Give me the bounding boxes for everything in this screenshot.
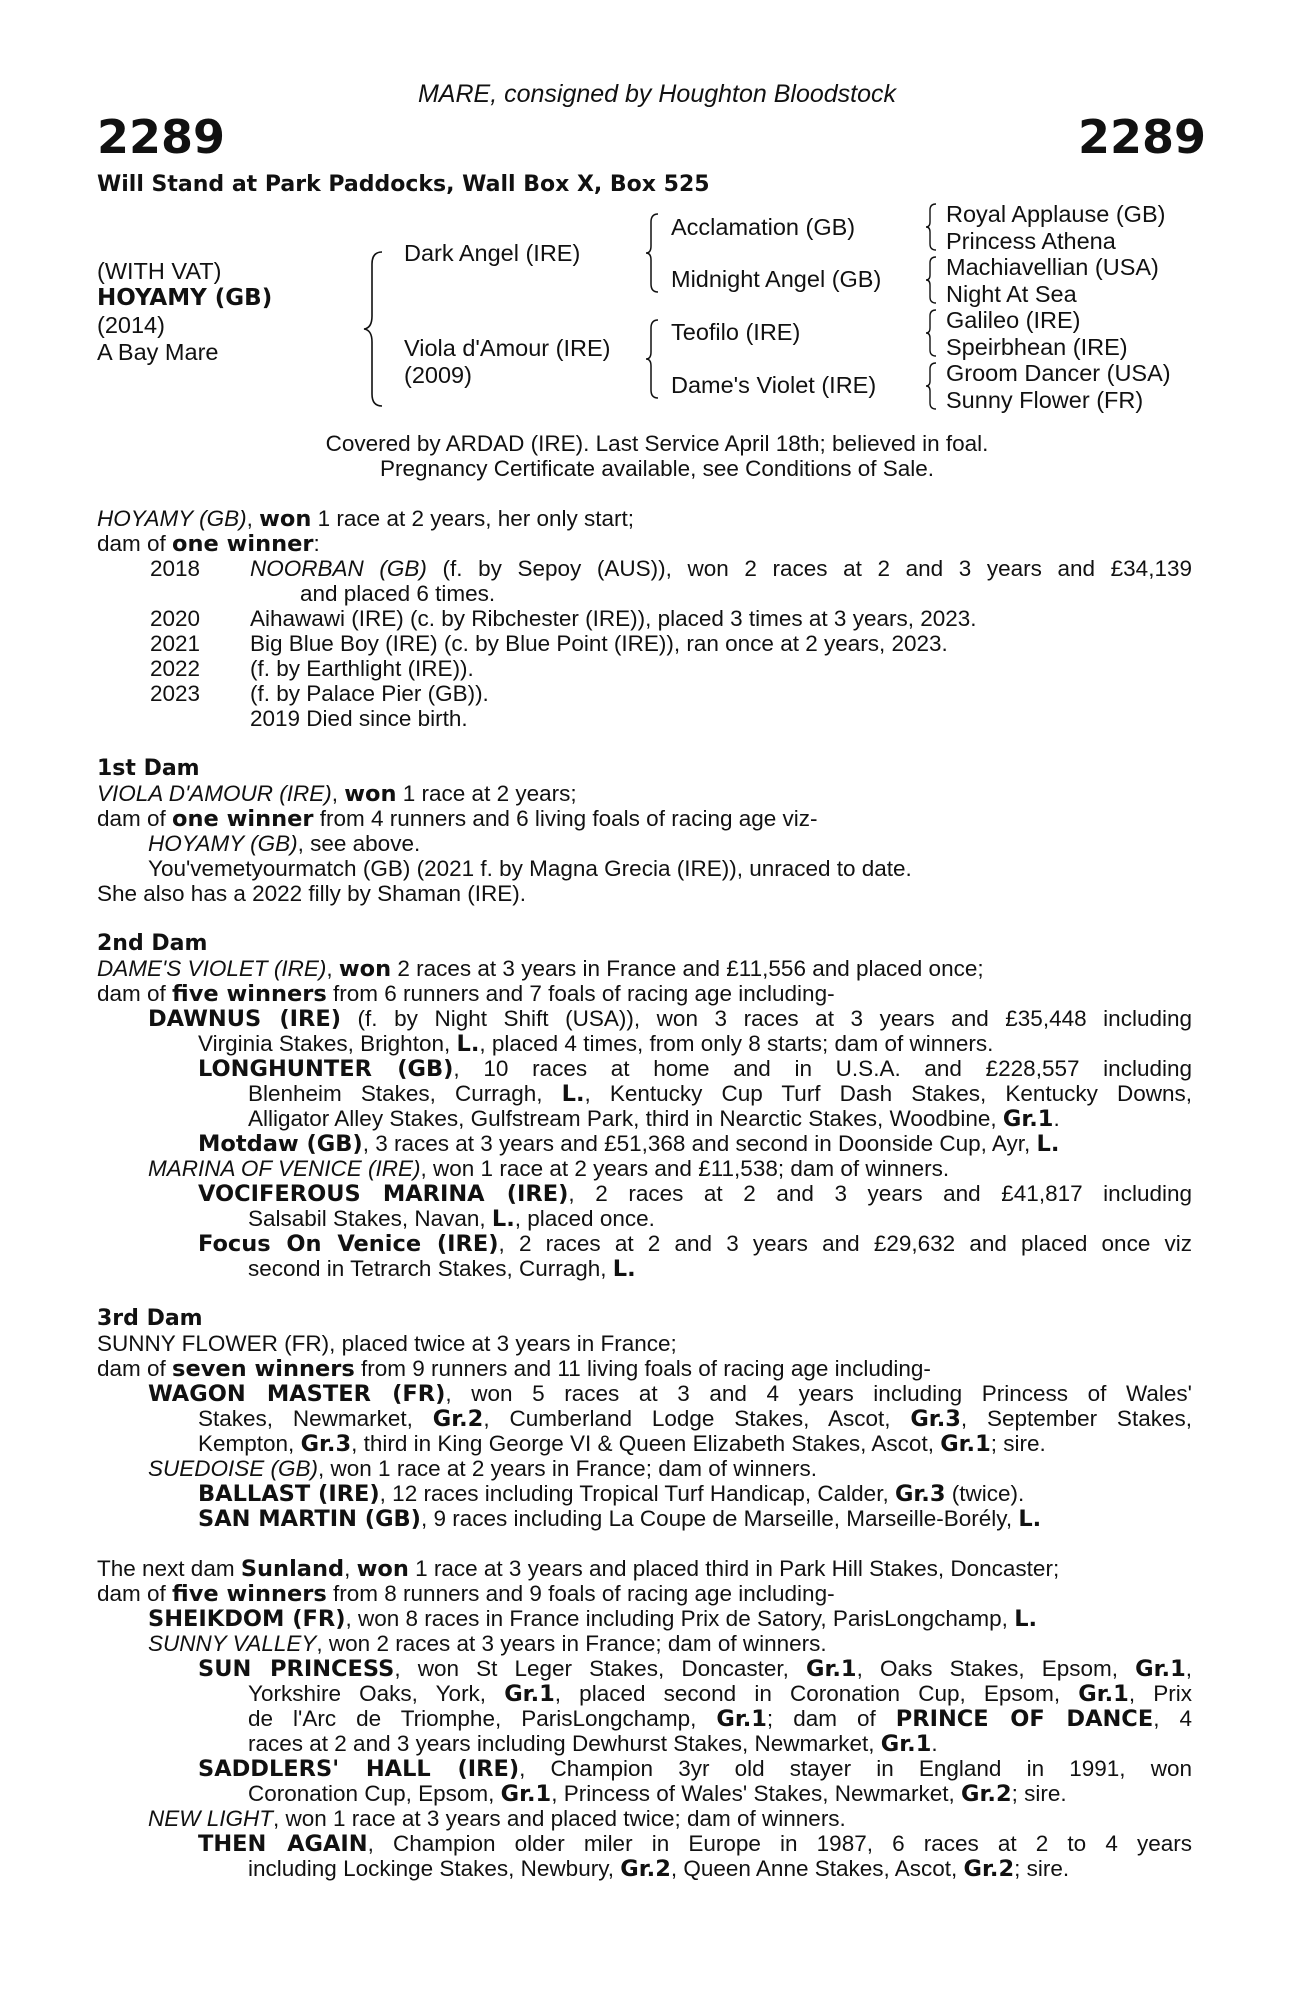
progeny-name: SUN PRINCESS: [198, 1656, 395, 1682]
pedigree-brace-main: [362, 250, 386, 408]
sire-name: Dark Angel (IRE): [404, 240, 581, 266]
progeny-name: Focus On Venice (IRE): [198, 1231, 499, 1257]
progeny-item: Big Blue Boy (IRE) (c. by Blue Point (IRE)), ran once at 2 years, 2023.: [250, 631, 948, 656]
horse-description: A Bay Mare: [97, 339, 219, 365]
dam3-line-1: SUNNY FLOWER (FR), placed twice at 3 years in France;: [97, 1331, 677, 1356]
record-line-1: HOYAMY (GB), won 1 race at 2 years, her only start;: [97, 506, 635, 532]
pedigree-brace-4b: [924, 255, 938, 305]
sds-name: Machiavellian (USA): [946, 254, 1159, 280]
progeny-text: (f. by Night Shift (USA)), won 3 races at 3 years and £35,448 including: [340, 1006, 1192, 1031]
progeny-text: second in Tetrarch Stakes, Curragh,: [248, 1256, 613, 1281]
progeny-name: Motdaw (GB): [198, 1131, 363, 1157]
dds-name: Groom Dancer (USA): [946, 360, 1171, 386]
progeny-text: Yorkshire Oaks, York,: [248, 1681, 505, 1706]
listed-mark: L.: [561, 1081, 585, 1107]
progeny-cont: races at 2 and 3 years including Dewhurst Stakes, Newmarket, Gr.1.: [248, 1731, 938, 1757]
dam-of: dam of: [97, 1581, 173, 1606]
pedigree-brace-4a: [924, 202, 938, 252]
dam1-line-4: You'vemetyourmatch (GB) (2021 f. by Magna Grecia (IRE)), unraced to date.: [148, 856, 912, 881]
group-mark: Gr.1: [1002, 1106, 1054, 1132]
group-mark: Gr.3: [300, 1431, 352, 1457]
progeny-text: , 2 races at 2 and 3 years and £41,817 including: [568, 1181, 1192, 1206]
died-note: 2019 Died since birth.: [250, 706, 468, 731]
dam-dam: Dame's Violet (IRE): [671, 372, 877, 398]
group-mark: Gr.1: [1135, 1656, 1186, 1682]
colon: :: [313, 531, 320, 556]
progeny-text: , 3 races at 3 years and £51,368 and second in Doonside Cup, Ayr,: [362, 1131, 1037, 1156]
progeny-text: , won St Leger Stakes, Doncaster,: [394, 1656, 807, 1681]
progeny-entry: [198, 1181, 1192, 1208]
winner-count: five winners: [172, 981, 327, 1007]
progeny-text: , Princess of Wales' Stakes, Newmarket,: [551, 1781, 962, 1806]
progeny-text: including Lockinge Stakes, Newbury,: [248, 1856, 621, 1881]
listed-mark: L.: [491, 1206, 515, 1232]
progeny-entry: [148, 1381, 1192, 1408]
dam1-text: from 4 runners and 6 living foals of racing age viz-: [313, 806, 818, 831]
next-dam-name: Sunland: [240, 1556, 345, 1582]
progeny-cont: [248, 1856, 1069, 1883]
won-label: won: [259, 506, 312, 532]
sss-name: Royal Applause (GB): [946, 201, 1166, 227]
progeny-text: ; sire.: [990, 1431, 1046, 1456]
dam2-line-2: [97, 981, 835, 1008]
progeny-text: , won 2 races at 3 years in France; dam of winners.: [316, 1631, 827, 1656]
section-heading: 3rd Dam: [97, 1306, 203, 1331]
dam1-line-1: VIOLA D'AMOUR (IRE), won 1 race at 2 years;: [97, 781, 577, 807]
progeny-cont: [248, 1081, 1192, 1108]
progeny-entry: [198, 1056, 1192, 1083]
next-line-2: [97, 1581, 835, 1608]
record-horse-name: HOYAMY (GB): [97, 506, 247, 531]
dam1-line-2: [97, 806, 818, 833]
listed-mark: L.: [612, 1256, 636, 1282]
progeny-entry: [148, 1156, 949, 1182]
progeny-cont: and placed 6 times.: [300, 581, 496, 606]
group-mark: Gr.1: [716, 1706, 767, 1732]
progeny-text: , Champion older miler in Europe in 1987, 6 races at 2 to 4 years: [367, 1831, 1192, 1856]
vat-note: (WITH VAT): [97, 258, 222, 284]
progeny-text: , placed once.: [514, 1206, 655, 1231]
progeny-text: (f. by Sepoy (AUS)), won 2 races at 2 and 3 years and £34,139: [426, 556, 1192, 581]
progeny-name: WAGON MASTER (FR): [148, 1381, 446, 1407]
progeny-text: races at 2 and 3 years including Dewhurst Stakes, Newmarket,: [248, 1731, 881, 1756]
progeny-name: DAWNUS (IRE): [148, 1006, 341, 1032]
progeny-text: Blenheim Stakes, Curragh,: [248, 1081, 562, 1106]
dam1-name: VIOLA D'AMOUR (IRE): [97, 781, 332, 806]
dam-of: dam of: [97, 806, 173, 831]
progeny-cont: [248, 1681, 1192, 1708]
progeny-text: , Kentucky Cup Turf Dash Stakes, Kentucky Downs,: [584, 1081, 1192, 1106]
winner-count: five winners: [172, 1581, 327, 1607]
stand-location: Will Stand at Park Paddocks, Wall Box X, Box 525: [97, 172, 710, 197]
progeny-name: SHEIKDOM (FR): [148, 1606, 346, 1632]
progeny-text: , 9 races including La Coupe de Marseille, Marseille-Borély,: [420, 1506, 1019, 1531]
consignment-line: MARE, consigned by Houghton Bloodstock: [417, 80, 897, 108]
group-mark: Gr.1: [504, 1681, 555, 1707]
progeny-cont: [248, 1206, 655, 1233]
progeny-text: ; dam of: [766, 1706, 896, 1731]
progeny-text: ; sire.: [1014, 1856, 1070, 1881]
progeny-text: , Champion 3yr old stayer in England in 1991, won: [519, 1756, 1192, 1781]
group-mark: Gr.2: [963, 1856, 1015, 1882]
group-mark: Gr.1: [880, 1731, 932, 1757]
progeny-name: VOCIFEROUS MARINA (IRE): [198, 1181, 569, 1207]
dam2-text: from 6 runners and 7 foals of racing age including-: [326, 981, 835, 1006]
progeny-text: , placed second in Coronation Cup, Epsom,: [554, 1681, 1079, 1706]
progeny-item: (f. by Earthlight (IRE)).: [250, 656, 474, 681]
pedigree-brace-dam: [644, 318, 660, 400]
progeny-cont: [198, 1431, 1046, 1458]
progeny-text: , 12 races including Tropical Turf Handicap, Calder,: [379, 1481, 895, 1506]
progeny-entry: [198, 1756, 1192, 1783]
pedigree-brace-4c: [924, 308, 938, 358]
winner-count: one winner: [172, 806, 314, 832]
progeny-text: , Queen Anne Stakes, Ascot,: [670, 1856, 964, 1881]
progeny-text: , Oaks Stakes, Epsom,: [856, 1656, 1136, 1681]
progeny-cont: [248, 1706, 1192, 1733]
sdd-name: Night At Sea: [946, 281, 1077, 307]
dam2-name: DAME'S VIOLET (IRE): [97, 956, 327, 981]
dam2-line-1: DAME'S VIOLET (IRE), won 2 races at 3 years in France and £11,556 and placed once;: [97, 956, 984, 982]
progeny-year: 2021: [150, 631, 201, 656]
progeny-item: [250, 556, 1192, 582]
progeny-name: SUEDOISE (GB): [148, 1456, 319, 1481]
progeny-text: , won 1 race at 2 years and £11,538; dam of winners.: [420, 1156, 950, 1181]
listed-mark: L.: [1018, 1506, 1042, 1532]
progeny-cont: [248, 1256, 636, 1283]
progeny-text: Virginia Stakes, Brighton,: [198, 1031, 457, 1056]
next-text: 1 race at 3 years and placed third in Park Hill Stakes, Doncaster;: [408, 1556, 1060, 1581]
progeny-text: , won 5 races at 3 and 4 years including Princess of Wales': [445, 1381, 1192, 1406]
lot-number-right: 2289: [1077, 110, 1206, 164]
punct: .: [1053, 1106, 1060, 1131]
progeny-text: , won 8 races in France including Prix de Satory, ParisLongchamp,: [345, 1606, 1015, 1631]
progeny-entry: [198, 1481, 1024, 1508]
progeny-text: ; sire.: [1011, 1781, 1067, 1806]
progeny-entry: [148, 1606, 1037, 1633]
group-mark: Gr.3: [894, 1481, 946, 1507]
dam3-line-2: [97, 1356, 931, 1383]
progeny-text: , won 1 race at 3 years and placed twice; dam of winners.: [273, 1806, 846, 1831]
progeny-name: NEW LIGHT: [148, 1806, 274, 1831]
dam2-text: 2 races at 3 years in France and £11,556 and placed once;: [391, 956, 984, 981]
progeny-name: SAN MARTIN (GB): [198, 1506, 421, 1532]
winner-count: one winner: [172, 531, 314, 557]
pedigree-brace-sire: [644, 212, 660, 294]
progeny-entry: SUN PRINCESS, won St Leger Stakes, Doncaster, Gr.1, Oaks Stakes, Epsom, Gr.1,: [198, 1656, 1192, 1682]
sire-dam: Midnight Angel (GB): [671, 266, 882, 292]
progeny-name: SADDLERS' HALL (IRE): [198, 1756, 520, 1782]
progeny-text: , 10 races at home and in U.S.A. and £228,557 including: [453, 1056, 1192, 1081]
progeny-entry: [198, 1131, 1059, 1158]
progeny-text: , third in King George VI & Queen Elizabeth Stakes, Ascot,: [351, 1431, 941, 1456]
progeny-name: HOYAMY (GB): [148, 831, 298, 856]
dam1-text: 1 race at 2 years;: [396, 781, 577, 806]
dam1-line-3: [148, 831, 420, 857]
group-mark: Gr.1: [806, 1656, 857, 1682]
progeny-text: Stakes, Newmarket,: [198, 1406, 433, 1431]
progeny-name: BALLAST (IRE): [198, 1481, 380, 1507]
progeny-text: Kempton,: [198, 1431, 301, 1456]
progeny-cont: [248, 1781, 1067, 1808]
progeny-name: LONGHUNTER (GB): [198, 1056, 454, 1082]
progeny-entry: [148, 1456, 817, 1482]
progeny-cont: [198, 1406, 1192, 1433]
progeny-text: , won 1 race at 2 years in France; dam of winners.: [318, 1456, 818, 1481]
sire-sire: Acclamation (GB): [671, 214, 856, 240]
listed-mark: L.: [1036, 1131, 1060, 1157]
lot-number-left: 2289: [97, 110, 226, 164]
dam-of: dam of: [97, 1356, 173, 1381]
group-mark: Gr.2: [620, 1856, 671, 1882]
progeny-year: 2023: [150, 681, 201, 706]
ssd-name: Princess Athena: [946, 228, 1116, 254]
progeny-text: (twice).: [945, 1481, 1025, 1506]
winner-count: seven winners: [172, 1356, 355, 1382]
group-mark: Gr.1: [1078, 1681, 1129, 1707]
progeny-text: Coronation Cup, Epsom,: [248, 1781, 501, 1806]
progeny-text: , see above.: [297, 831, 421, 856]
ddd-name: Sunny Flower (FR): [946, 387, 1144, 413]
progeny-cont: [198, 1031, 993, 1058]
progeny-text: Alligator Alley Stakes, Gulfstream Park, third in Nearctic Stakes, Woodbine,: [248, 1106, 1003, 1131]
progeny-text: , 4: [1153, 1706, 1192, 1731]
dam-sire: Teofilo (IRE): [671, 319, 801, 345]
next-text: from 8 runners and 9 foals of racing age including-: [326, 1581, 835, 1606]
dam-year: (2009): [404, 362, 472, 388]
progeny-item: (f. by Palace Pier (GB)).: [250, 681, 489, 706]
progeny-name: PRINCE OF DANCE: [895, 1706, 1154, 1732]
progeny-year: 2022: [150, 656, 201, 681]
pedigree-brace-4d: [924, 361, 938, 411]
dss-name: Galileo (IRE): [946, 307, 1081, 333]
dam-of: dam of: [97, 981, 173, 1006]
dam-of: dam of: [97, 531, 173, 556]
progeny-entry: [148, 1806, 846, 1832]
won-label: won: [356, 1556, 409, 1582]
won-label: won: [338, 956, 392, 982]
group-mark: Gr.1: [940, 1431, 991, 1457]
covered-line-2: Pregnancy Certificate available, see Conditions of Sale.: [379, 456, 935, 481]
group-mark: Gr.2: [432, 1406, 484, 1432]
progeny-text: , placed 4 times, from only 8 starts; dam of winners.: [479, 1031, 994, 1056]
horse-name: HOYAMY (GB): [97, 285, 273, 311]
progeny-name: SUNNY VALLEY: [148, 1631, 317, 1656]
progeny-entry: [198, 1831, 1192, 1858]
progeny-entry: [198, 1506, 1041, 1533]
dam-name: Viola d'Amour (IRE): [404, 335, 611, 361]
progeny-text: , Prix: [1128, 1681, 1192, 1706]
listed-mark: L.: [1014, 1606, 1038, 1632]
progeny-entry: [198, 1231, 1192, 1258]
group-mark: Gr.2: [961, 1781, 1012, 1807]
group-mark: Gr.1: [500, 1781, 552, 1807]
horse-year: (2014): [97, 312, 165, 338]
progeny-name: NOORBAN (GB): [250, 556, 427, 581]
progeny-text: Salsabil Stakes, Navan,: [248, 1206, 492, 1231]
next-text: The next dam: [97, 1556, 241, 1581]
dsd-name: Speirbhean (IRE): [946, 334, 1128, 360]
record-text: 1 race at 2 years, her only start;: [311, 506, 635, 531]
progeny-text: de l'Arc de Triomphe, ParisLongchamp,: [248, 1706, 717, 1731]
progeny-item: Aihawawi (IRE) (c. by Ribchester (IRE)), placed 3 times at 3 years, 2023.: [250, 606, 977, 631]
dam3-text: from 9 runners and 11 living foals of racing age including-: [354, 1356, 931, 1381]
won-label: won: [344, 781, 397, 807]
listed-mark: L.: [456, 1031, 480, 1057]
progeny-text: , 2 races at 2 and 3 years and £29,632 and placed once viz: [498, 1231, 1193, 1256]
section-heading: 1st Dam: [97, 756, 200, 781]
section-heading: 2nd Dam: [97, 931, 208, 956]
progeny-name: MARINA OF VENICE (IRE): [148, 1156, 421, 1181]
group-mark: Gr.3: [910, 1406, 961, 1432]
record-line-2: [97, 531, 320, 558]
next-line-1: The next dam Sunland, won 1 race at 3 years and placed third in Park Hill Stakes, Doncaster;: [97, 1556, 1060, 1582]
progeny-text: , September Stakes,: [960, 1406, 1192, 1431]
progeny-entry: [148, 1006, 1192, 1033]
progeny-cont: [248, 1106, 1060, 1133]
progeny-text: , Cumberland Lodge Stakes, Ascot,: [483, 1406, 911, 1431]
progeny-year: 2018: [150, 556, 201, 581]
progeny-year: 2020: [150, 606, 201, 631]
dam1-line-5: She also has a 2022 filly by Shaman (IRE).: [97, 881, 526, 906]
progeny-entry: [148, 1631, 827, 1657]
covered-line-1: Covered by ARDAD (IRE). Last Service April 18th; believed in foal.: [325, 431, 989, 456]
progeny-name: THEN AGAIN: [198, 1831, 368, 1857]
